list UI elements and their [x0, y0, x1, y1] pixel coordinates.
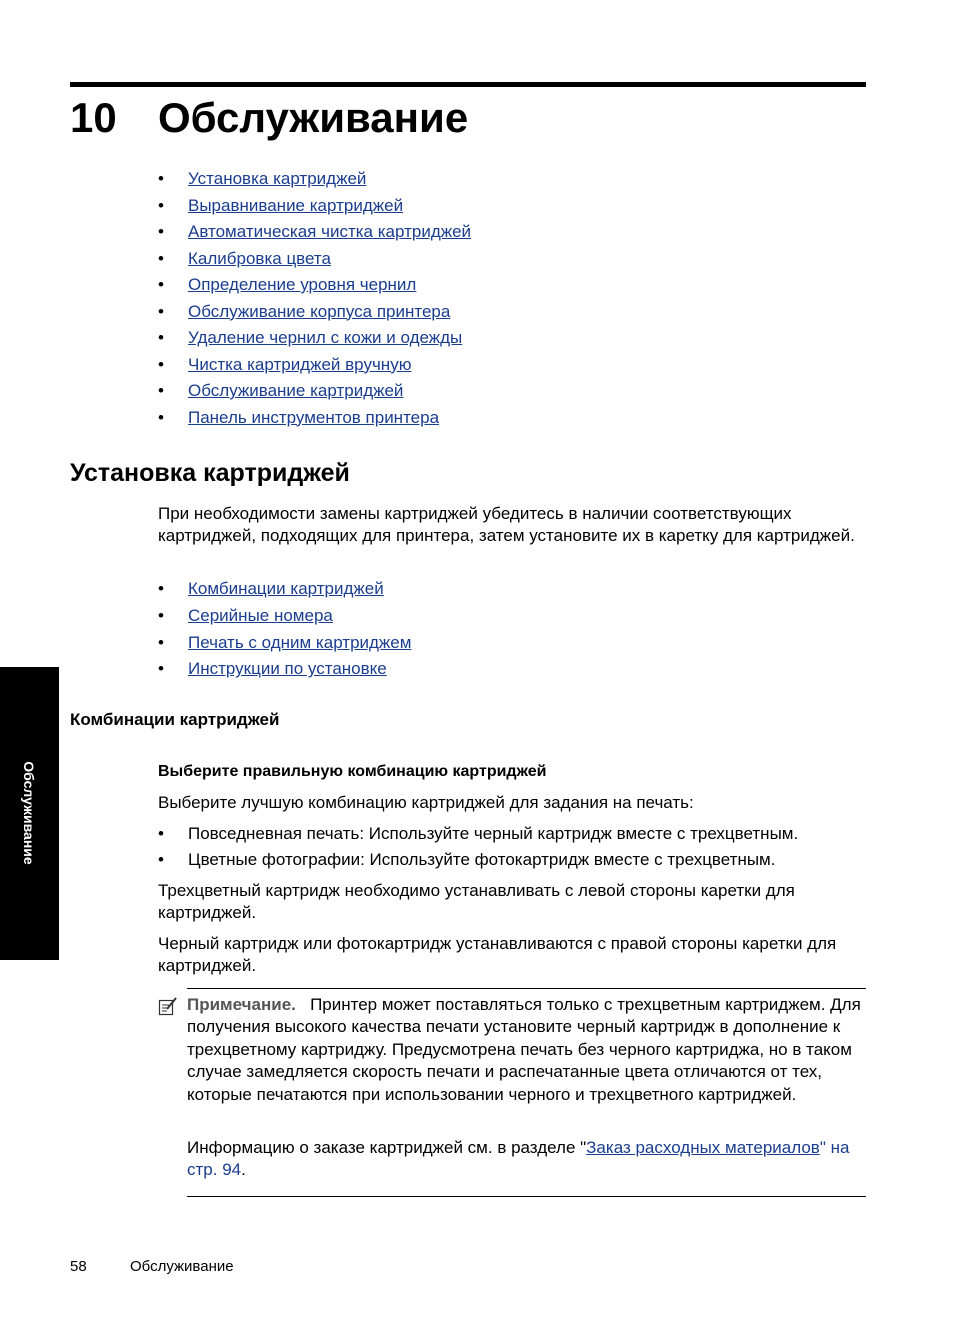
toc-link-color-calibration[interactable]: Калибровка цвета	[188, 248, 331, 268]
toc-item	[158, 246, 471, 273]
list-item-text: Повседневная печать: Используйте черный картридж вместе с трехцветным.	[188, 824, 799, 843]
note-body: Принтер может поставляться только с трехцветным картриджем. Для получения высокого качества печати установите черный картридж в дополнение к трехцветному картриджу. Предусмотрена печать без черного картриджа, но в таком случае замедляется скорость печати и распечатанные цвета отличаются от тех, которые печатаются при использовании черного и трехцветного картриджей.	[187, 995, 861, 1104]
chapter-top-rule	[70, 82, 866, 87]
link-page-94[interactable]: 94	[222, 1160, 242, 1180]
combination-list	[158, 822, 798, 874]
section-title-combinations: Комбинации картриджей	[70, 710, 280, 729]
bullet: •	[158, 354, 164, 374]
bullet: •	[158, 169, 164, 188]
sublist-item	[158, 656, 411, 683]
toc-item	[158, 219, 471, 246]
combinations-intro: Выберите лучшую комбинацию картриджей для задания на печать:	[158, 793, 694, 812]
bullet: •	[158, 579, 164, 598]
sublist-item	[158, 576, 411, 603]
note-icon	[158, 996, 178, 1016]
bullet: •	[158, 824, 164, 843]
list-item	[158, 822, 798, 848]
bullet: •	[158, 407, 164, 427]
toc-link-cartridge-maintenance[interactable]: Обслуживание картриджей	[188, 381, 404, 400]
bullet: •	[158, 248, 164, 268]
tricolor-paragraph: Трехцветный картридж необходимо устанавливать с левой стороны каретки для картриджей.	[158, 881, 795, 922]
toc-link-align[interactable]: Выравнивание картриджей	[188, 195, 404, 215]
toc-item	[158, 405, 471, 432]
list-item-text: Цветные фотографии: Используйте фотокартридж вместе с трехцветным.	[188, 850, 776, 869]
sublist-item	[158, 603, 411, 630]
toc-link-auto-clean[interactable]: Автоматическая чистка картриджей	[188, 222, 472, 241]
note-top-rule	[187, 988, 866, 989]
note-info-prefix: Информацию о заказе картриджей см. в разделе "	[187, 1138, 587, 1157]
chapter-toc	[158, 166, 471, 431]
toc-link-manual-clean[interactable]: Чистка картриджей вручную	[188, 354, 412, 374]
black-paragraph: Черный картридж или фотокартридж устанавливаются с правой стороны каретки для картриджей.	[158, 934, 837, 975]
toc-link-body-maintenance[interactable]: Обслуживание корпуса принтера	[188, 301, 451, 321]
toc-link-install[interactable]: Установка картриджей	[188, 169, 367, 188]
bullet: •	[158, 328, 164, 347]
bullet: •	[158, 659, 164, 679]
note-info-suffix: .	[241, 1160, 246, 1180]
note-bottom-rule	[187, 1196, 866, 1197]
note-label: Примечание.	[187, 995, 296, 1014]
toc-item	[158, 166, 471, 193]
link-single-cartridge[interactable]: Печать с одним картриджем	[188, 632, 412, 652]
section-title-install: Установка картриджей	[70, 459, 350, 487]
toc-link-ink-level[interactable]: Определение уровня чернил	[188, 275, 417, 294]
toc-link-toolbox[interactable]: Панель инструментов принтера	[188, 407, 440, 427]
chapter-title-text: Обслуживание	[158, 94, 469, 141]
toc-item	[158, 325, 471, 352]
toc-item	[158, 352, 471, 379]
toc-link-ink-removal[interactable]: Удаление чернил с кожи и одежды	[188, 328, 463, 347]
bullet: •	[158, 275, 164, 294]
bullet: •	[158, 381, 164, 400]
sublist-item	[158, 630, 411, 657]
subtitle-choose-combination: Выберите правильную комбинацию картриджей	[158, 763, 547, 780]
install-intro: При необходимости замены картриджей убедитесь в наличии соответствующих картриджей, подходящих для принтера, затем установите их в каретку для картриджей.	[158, 504, 855, 545]
toc-item	[158, 272, 471, 299]
bullet: •	[158, 195, 164, 215]
note-text	[187, 994, 866, 1106]
bullet: •	[158, 222, 164, 241]
side-tab	[0, 667, 59, 960]
bullet: •	[158, 605, 164, 625]
bullet: •	[158, 632, 164, 652]
link-install-instructions[interactable]: Инструкции по установке	[188, 659, 387, 679]
list-item	[158, 848, 798, 874]
note-info-mid: " на стр.	[187, 1138, 850, 1180]
link-cartridge-combinations[interactable]: Комбинации картриджей	[188, 579, 384, 598]
toc-item	[158, 193, 471, 220]
chapter-title	[70, 92, 468, 144]
footer-title: Обслуживание	[130, 1258, 234, 1275]
note-info	[187, 1137, 866, 1182]
toc-item	[158, 299, 471, 326]
chapter-number: 10	[70, 94, 117, 141]
bullet: •	[158, 850, 164, 869]
toc-item	[158, 378, 471, 405]
side-tab-label: Обслуживание	[21, 761, 37, 865]
install-sublist	[158, 576, 411, 683]
footer-page-number: 58	[70, 1258, 87, 1275]
link-serial-numbers[interactable]: Серийные номера	[188, 605, 333, 625]
link-order-supplies[interactable]: Заказ расходных материалов	[586, 1138, 820, 1157]
bullet: •	[158, 301, 164, 321]
